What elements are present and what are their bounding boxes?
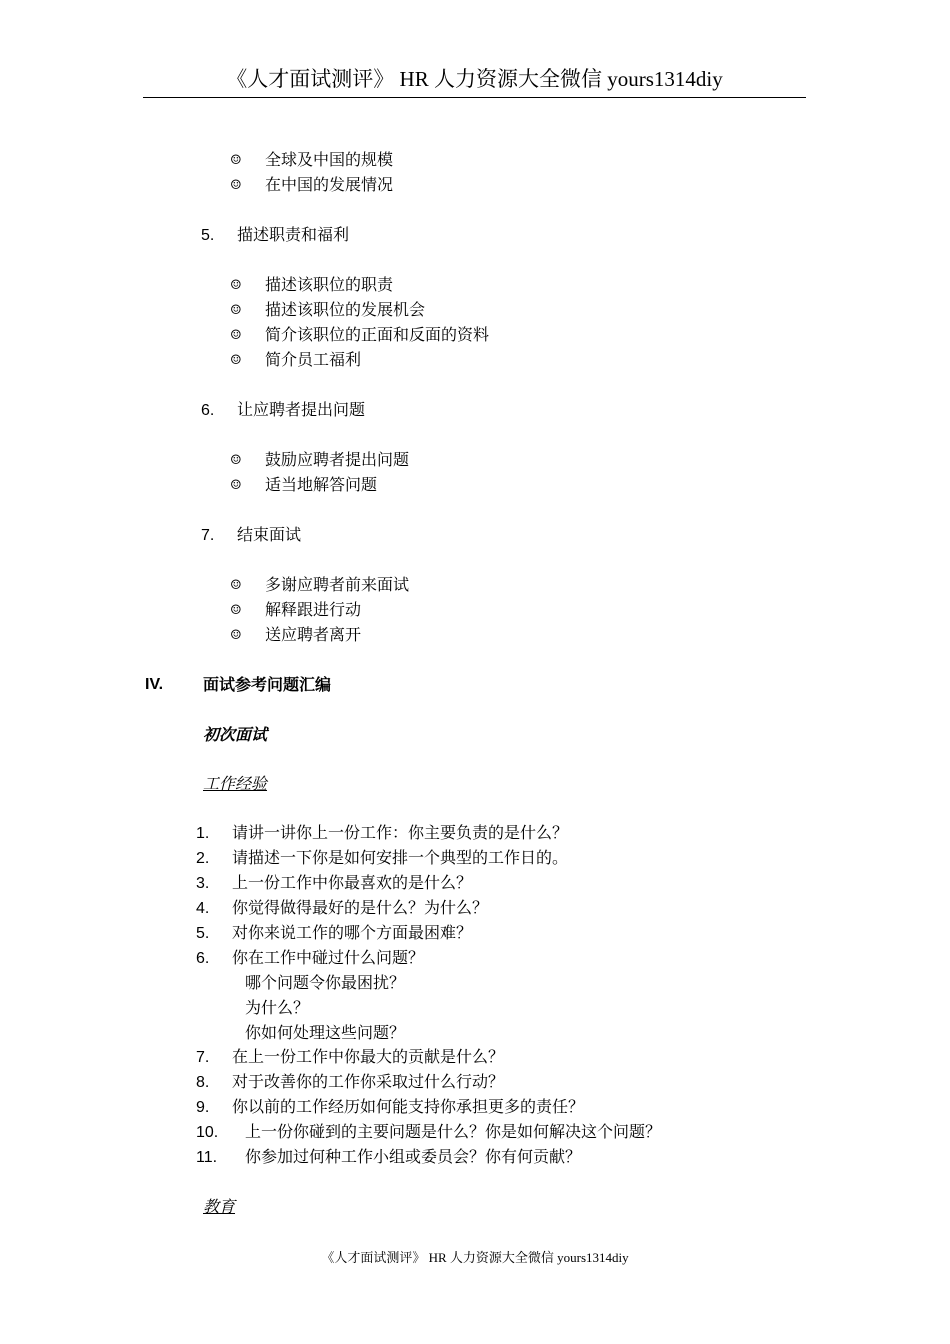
bullet-icon: ☺ bbox=[230, 328, 242, 343]
question-text: 上一份你碰到的主要问题是什么？你是如何解决这个问题？ bbox=[245, 1122, 662, 1141]
question-text: 对于改善你的工作你采取过什么行动？ bbox=[232, 1072, 505, 1091]
page-footer: 《人才面试测评》 HR 人力资源大全微信 yours1314diy bbox=[321, 1250, 629, 1265]
step-title: 结束面试 bbox=[237, 525, 302, 544]
question-text: 你觉得做得最好的是什么？为什么？ bbox=[232, 898, 489, 917]
step-number: 6. bbox=[201, 402, 215, 419]
question-number: 11. bbox=[196, 1149, 218, 1166]
question-text: 在上一份工作中你最大的贡献是什么？ bbox=[232, 1047, 505, 1066]
question-text: 请描述一下你是如何安排一个典型的工作日的。 bbox=[232, 848, 569, 867]
question-number: 1. bbox=[196, 825, 210, 842]
question-number: 4. bbox=[196, 900, 210, 917]
step-number: 5. bbox=[201, 227, 215, 244]
bullet-icon: ☺ bbox=[230, 178, 242, 193]
question-text: 你在工作中碰过什么问题？ bbox=[232, 948, 425, 967]
bullet-text: 适当地解答问题 bbox=[265, 475, 378, 494]
question-text: 上一份工作中你最喜欢的是什么？ bbox=[232, 873, 473, 892]
bullet-text: 全球及中国的规模 bbox=[265, 150, 394, 169]
question-number: 7. bbox=[196, 1049, 210, 1066]
question-number: 8. bbox=[196, 1074, 210, 1091]
work-experience-heading: 工作经验 bbox=[203, 774, 268, 793]
question-subtext: 为什么？ bbox=[245, 998, 310, 1017]
question-number: 5. bbox=[196, 925, 210, 942]
question-number: 6. bbox=[196, 950, 210, 967]
education-heading: 教育 bbox=[203, 1197, 236, 1216]
bullet-text: 简介员工福利 bbox=[265, 350, 362, 369]
bullet-icon: ☺ bbox=[230, 153, 242, 168]
bullet-text: 描述该职位的发展机会 bbox=[265, 300, 426, 319]
question-number: 3. bbox=[196, 875, 210, 892]
bullet-icon: ☺ bbox=[230, 303, 242, 318]
step-number: 7. bbox=[201, 527, 215, 544]
bullet-icon: ☺ bbox=[230, 478, 242, 493]
subtitle: 初次面试 bbox=[203, 725, 268, 744]
question-text: 你参加过何种工作小组或委员会？你有何贡献？ bbox=[245, 1147, 582, 1166]
question-text: 你以前的工作经历如何能支持你承担更多的责任？ bbox=[232, 1097, 585, 1116]
bullet-icon: ☺ bbox=[230, 578, 242, 593]
step-title: 描述职责和福利 bbox=[237, 225, 350, 244]
bullet-icon: ☺ bbox=[230, 603, 242, 618]
page-header: 《人才面试测评》 HR 人力资源大全微信 yours1314diy bbox=[143, 64, 806, 98]
bullet-icon: ☺ bbox=[230, 353, 242, 368]
bullet-text: 解释跟进行动 bbox=[265, 600, 362, 619]
bullet-icon: ☺ bbox=[230, 628, 242, 643]
question-number: 2. bbox=[196, 850, 210, 867]
bullet-icon: ☺ bbox=[230, 453, 242, 468]
bullet-icon: ☺ bbox=[230, 278, 242, 293]
bullet-text: 描述该职位的职责 bbox=[265, 275, 394, 294]
question-subtext: 你如何处理这些问题？ bbox=[245, 1023, 406, 1042]
question-text: 请讲一讲你上一份工作：你主要负责的是什么？ bbox=[232, 823, 569, 842]
bullet-text: 简介该职位的正面和反面的资料 bbox=[265, 325, 490, 344]
bullet-text: 鼓励应聘者提出问题 bbox=[265, 450, 410, 469]
question-number: 9. bbox=[196, 1099, 210, 1116]
question-subtext: 哪个问题令你最困扰？ bbox=[245, 973, 406, 992]
question-text: 对你来说工作的哪个方面最困难？ bbox=[232, 923, 473, 942]
bullet-text: 送应聘者离开 bbox=[265, 625, 362, 644]
bullet-text: 在中国的发展情况 bbox=[265, 175, 394, 194]
step-title: 让应聘者提出问题 bbox=[237, 400, 366, 419]
section-title: 面试参考问题汇编 bbox=[203, 675, 332, 694]
section-number: IV. bbox=[145, 676, 164, 693]
bullet-text: 多谢应聘者前来面试 bbox=[265, 575, 410, 594]
question-number: 10. bbox=[196, 1124, 219, 1141]
